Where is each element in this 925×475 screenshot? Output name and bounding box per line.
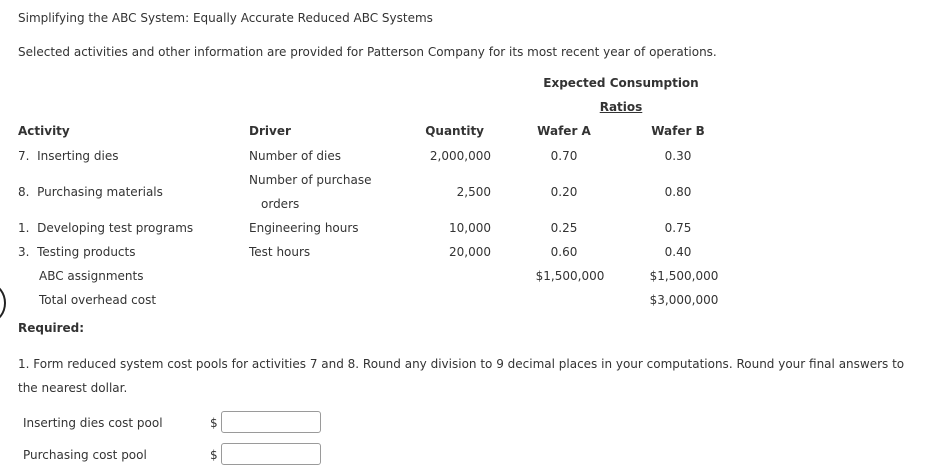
row-wafer-b: 0.80 [664,185,692,199]
inserting-dies-cost-pool-label: Inserting dies cost pool [23,416,163,430]
row-wafer-b: 0.30 [664,149,692,163]
column-header-activity: Activity [18,124,70,138]
row-driver-test-hours: Test hours [249,245,311,259]
page-title: Simplifying the ABC System: Equally Accurate Reduced ABC Systems [18,11,433,25]
currency-symbol: $ [210,448,218,462]
row-wafer-a: 0.70 [550,149,578,163]
row-driver-purchase-orders-line1: Number of purchase [249,173,372,187]
total-overhead-wafer-b: $3,000,000 [649,293,719,307]
row-wafer-a: 0.25 [550,221,578,235]
row-wafer-b: 0.75 [664,221,692,235]
ratios-header: Ratios [599,100,643,114]
column-header-driver: Driver [249,124,291,138]
currency-symbol: $ [210,416,218,430]
abc-assignments-wafer-b: $1,500,000 [649,269,719,283]
total-overhead-label: Total overhead cost [39,293,157,307]
abc-assignments-label: ABC assignments [39,269,144,283]
row-wafer-a: 0.20 [550,185,578,199]
abc-assignments-wafer-a: $1,500,000 [535,269,605,283]
inserting-dies-cost-pool-input[interactable] [221,411,321,433]
edge-circle-marker [0,284,6,322]
row-driver-purchase-orders-line2: orders [261,197,300,211]
question-text-line2: the nearest dollar. [18,381,128,395]
row-quantity: 2,500 [456,185,491,199]
row-activity-inserting-dies: 7. Inserting dies [18,149,119,163]
intro-text: Selected activities and other information are provided for Patterson Company for its most recent year of operations. [18,45,717,59]
purchasing-cost-pool-input[interactable] [221,443,321,465]
expected-consumption-header: Expected Consumption [543,76,699,90]
column-header-wafer-b: Wafer B [651,124,705,138]
column-header-quantity: Quantity [425,124,484,138]
question-text-line1: 1. Form reduced system cost pools for activities 7 and 8. Round any division to 9 decimal places in your computations. Round your final answers to [18,357,905,371]
row-driver-number-of-dies: Number of dies [249,149,341,163]
required-heading: Required: [18,321,85,335]
purchasing-cost-pool-label: Purchasing cost pool [23,448,147,462]
row-quantity: 2,000,000 [429,149,491,163]
row-wafer-a: 0.60 [550,245,578,259]
row-driver-engineering-hours: Engineering hours [249,221,359,235]
column-header-wafer-a: Wafer A [537,124,591,138]
row-activity-purchasing-materials: 8. Purchasing materials [18,185,163,199]
row-activity-developing-test-programs: 1. Developing test programs [18,221,194,235]
row-quantity: 10,000 [449,221,491,235]
row-activity-testing-products: 3. Testing products [18,245,136,259]
row-quantity: 20,000 [449,245,491,259]
row-wafer-b: 0.40 [664,245,692,259]
